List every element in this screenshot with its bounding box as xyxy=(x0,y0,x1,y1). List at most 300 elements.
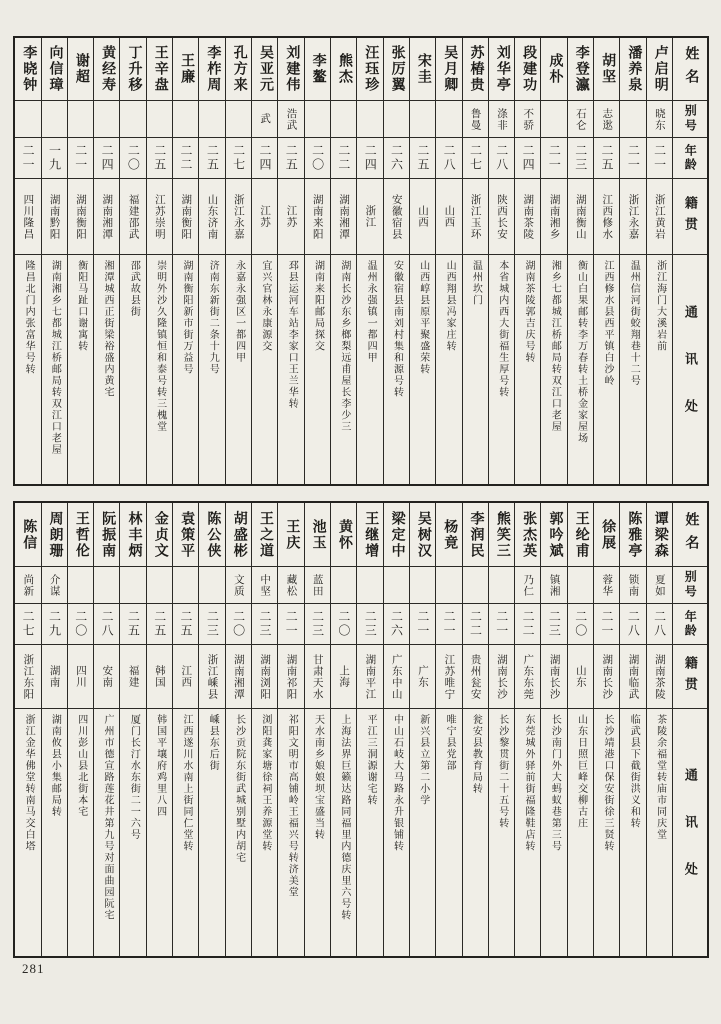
person-age: 二四 xyxy=(363,144,378,172)
person-name: 王继增 xyxy=(363,510,379,559)
person-name: 梁定中 xyxy=(389,510,405,559)
header-alias-cell xyxy=(673,100,707,137)
directory-table-upper xyxy=(13,36,709,486)
upper-table-columns xyxy=(15,38,707,484)
native-place-cell xyxy=(568,644,593,708)
header-age-label: 年龄 xyxy=(683,144,698,172)
person-age: 二〇 xyxy=(126,144,141,172)
native-place-cell xyxy=(541,644,566,708)
person-age: 二七 xyxy=(468,144,483,172)
address-cell xyxy=(15,708,40,956)
alias-cell xyxy=(436,566,461,603)
age-cell xyxy=(515,137,540,178)
person-age: 二二 xyxy=(179,144,194,172)
person-address: 湖南攸县小集邮局转 xyxy=(49,714,61,818)
alias-cell xyxy=(305,566,330,603)
person-age: 二〇 xyxy=(336,610,351,638)
address-cell xyxy=(68,708,93,956)
directory-entry-column xyxy=(15,503,40,956)
age-cell xyxy=(173,137,198,178)
person-age: 二三 xyxy=(257,610,272,638)
person-age: 二五 xyxy=(205,144,220,172)
age-cell xyxy=(94,603,119,644)
directory-entry-column xyxy=(93,38,119,484)
name-cell xyxy=(331,38,356,100)
age-cell xyxy=(515,603,540,644)
header-name-cell xyxy=(673,503,707,566)
person-address: 湖南衡阳新市街万益号 xyxy=(180,260,192,375)
header-alias-label: 别号 xyxy=(683,104,698,134)
person-age: 二五 xyxy=(152,610,167,638)
age-cell xyxy=(436,603,461,644)
native-place-cell xyxy=(15,178,40,254)
address-cell xyxy=(647,254,672,484)
name-cell xyxy=(226,503,251,566)
alias-cell xyxy=(410,566,435,603)
native-place-cell xyxy=(541,178,566,254)
name-cell xyxy=(410,503,435,566)
name-cell xyxy=(68,503,93,566)
directory-entry-column xyxy=(146,503,172,956)
native-place-cell xyxy=(120,178,145,254)
native-place-cell xyxy=(305,178,330,254)
alias-cell xyxy=(305,100,330,137)
directory-entry-column xyxy=(409,38,435,484)
alias-cell xyxy=(252,100,277,137)
age-cell xyxy=(147,603,172,644)
age-cell xyxy=(252,603,277,644)
person-address: 新兴县立第二小学 xyxy=(417,714,429,806)
address-cell xyxy=(620,708,645,956)
person-name: 吴亚元 xyxy=(258,45,273,93)
person-age: 二五 xyxy=(126,610,141,638)
age-cell xyxy=(594,137,619,178)
row-header-column xyxy=(672,38,707,484)
name-cell xyxy=(463,503,488,566)
address-cell xyxy=(252,708,277,956)
age-cell xyxy=(305,603,330,644)
header-native-cell xyxy=(673,178,707,254)
person-name: 郭吟斌 xyxy=(547,510,563,559)
directory-entry-column xyxy=(514,503,540,956)
address-cell xyxy=(436,254,461,484)
native-place-cell xyxy=(568,178,593,254)
name-cell xyxy=(278,503,303,566)
person-address: 温州坎门 xyxy=(470,260,482,306)
address-cell xyxy=(436,708,461,956)
address-cell xyxy=(226,254,251,484)
native-place-cell xyxy=(252,644,277,708)
age-cell xyxy=(68,137,93,178)
directory-entry-column xyxy=(172,503,198,956)
alias-cell xyxy=(226,566,251,603)
header-address-cell xyxy=(673,708,707,956)
alias-cell xyxy=(94,566,119,603)
name-cell xyxy=(305,38,330,100)
directory-entry-column xyxy=(435,503,461,956)
native-place-cell xyxy=(620,178,645,254)
person-name: 金贞文 xyxy=(152,510,168,559)
person-address: 中山石岐大马路永升银铺转 xyxy=(391,714,403,852)
person-age: 二九 xyxy=(47,610,62,638)
directory-entry-column xyxy=(172,38,198,484)
age-cell xyxy=(305,137,330,178)
native-place-cell xyxy=(173,644,198,708)
person-name: 徐展 xyxy=(600,518,616,551)
person-name: 池玉 xyxy=(310,518,326,551)
age-cell xyxy=(463,603,488,644)
header-alias-label: 别号 xyxy=(683,570,698,600)
alias-cell xyxy=(515,100,540,137)
alias-cell xyxy=(647,100,672,137)
address-cell xyxy=(147,708,172,956)
person-name: 张厉翼 xyxy=(389,45,405,93)
name-cell xyxy=(199,503,224,566)
age-cell xyxy=(541,137,566,178)
directory-entry-column xyxy=(225,503,251,956)
directory-entry-column xyxy=(356,38,382,484)
name-cell xyxy=(357,503,382,566)
native-place-cell xyxy=(463,644,488,708)
person-age: 二五 xyxy=(600,144,615,172)
person-native-place: 浙江玉环 xyxy=(469,193,481,240)
directory-entry-column xyxy=(383,503,409,956)
person-native-place: 浙江永嘉 xyxy=(627,193,639,240)
person-native-place: 浙江永嘉 xyxy=(232,193,244,240)
native-place-cell xyxy=(252,178,277,254)
name-cell xyxy=(515,38,540,100)
person-age: 二五 xyxy=(152,144,167,172)
age-cell xyxy=(463,137,488,178)
person-name: 杨竟 xyxy=(442,518,458,551)
directory-entry-column xyxy=(619,503,645,956)
directory-entry-column xyxy=(225,38,251,484)
person-age: 二一 xyxy=(73,144,88,172)
address-cell xyxy=(94,254,119,484)
person-native-place: 湖南湘潭 xyxy=(101,193,113,240)
person-address: 长沙南门外大蚂蚁巷第三号 xyxy=(549,714,561,852)
alias-cell xyxy=(436,100,461,137)
address-cell xyxy=(173,708,198,956)
native-place-cell xyxy=(463,178,488,254)
alias-cell xyxy=(568,566,593,603)
name-cell xyxy=(620,503,645,566)
name-cell xyxy=(541,503,566,566)
address-cell xyxy=(252,254,277,484)
person-name: 王纶甫 xyxy=(573,510,589,559)
person-address: 宜兴官林永康源交 xyxy=(259,260,271,352)
address-cell xyxy=(384,708,409,956)
person-name: 刘华亭 xyxy=(494,45,510,93)
alias-cell xyxy=(331,100,356,137)
person-native-place: 浙江 xyxy=(364,205,376,228)
person-name: 周朗珊 xyxy=(47,510,63,559)
alias-cell xyxy=(42,100,67,137)
person-alias: 浩武 xyxy=(285,107,297,131)
age-cell xyxy=(594,603,619,644)
native-place-cell xyxy=(384,644,409,708)
directory-entry-column xyxy=(67,503,93,956)
person-name: 吴树汉 xyxy=(415,510,431,559)
person-age: 二〇 xyxy=(231,610,246,638)
person-address: 衡阳马趾口谢寓转 xyxy=(75,260,87,352)
directory-entry-column xyxy=(93,503,119,956)
age-cell xyxy=(120,603,145,644)
address-cell xyxy=(410,708,435,956)
name-cell xyxy=(489,38,514,100)
header-native-label: 籍贯 xyxy=(682,195,698,238)
native-place-cell xyxy=(357,644,382,708)
age-cell xyxy=(226,137,251,178)
native-place-cell xyxy=(489,178,514,254)
directory-entry-column xyxy=(15,38,40,484)
alias-cell xyxy=(68,566,93,603)
person-address: 平江三洞源谢宅转 xyxy=(365,714,377,806)
name-cell xyxy=(42,503,67,566)
directory-entry-column xyxy=(304,38,330,484)
address-cell xyxy=(541,708,566,956)
person-address: 永嘉永强区一都四甲 xyxy=(233,260,245,364)
person-native-place: 湖南茶陵 xyxy=(522,193,534,240)
person-native-place: 江苏崇明 xyxy=(153,193,165,240)
age-cell xyxy=(15,603,40,644)
person-address: 山西崞县原平聚盛荣转 xyxy=(417,260,429,375)
person-address: 山西翔县冯家庄转 xyxy=(444,260,456,352)
person-alias: 石仑 xyxy=(574,107,586,131)
address-cell xyxy=(594,708,619,956)
age-cell xyxy=(226,603,251,644)
person-name: 成朴 xyxy=(547,53,563,85)
person-age: 二二 xyxy=(521,610,536,638)
directory-entry-column xyxy=(619,38,645,484)
person-name: 李晓钟 xyxy=(21,45,37,93)
person-age: 二〇 xyxy=(573,610,588,638)
person-address: 浙江金华佛堂转南马交白塔 xyxy=(23,714,35,852)
address-cell xyxy=(226,708,251,956)
header-name-label: 姓名 xyxy=(683,46,699,92)
directory-entry-column xyxy=(567,503,593,956)
person-age: 二五 xyxy=(415,144,430,172)
name-cell xyxy=(199,38,224,100)
directory-entry-column xyxy=(119,503,145,956)
header-name-label: 姓名 xyxy=(683,511,699,558)
person-age: 二二 xyxy=(336,144,351,172)
name-cell xyxy=(94,503,119,566)
person-name: 苏椿贵 xyxy=(468,45,484,93)
age-cell xyxy=(15,137,40,178)
person-address: 衡山白果邮转李万春转土桥金家屋场 xyxy=(575,260,587,444)
name-cell xyxy=(620,38,645,100)
alias-cell xyxy=(620,566,645,603)
address-cell xyxy=(42,254,67,484)
person-name: 卢启明 xyxy=(652,45,668,93)
native-place-cell xyxy=(410,178,435,254)
header-age-cell xyxy=(673,603,707,644)
directory-entry-column xyxy=(198,503,224,956)
address-cell xyxy=(68,254,93,484)
directory-entry-column xyxy=(593,503,619,956)
directory-entry-column xyxy=(462,38,488,484)
age-cell xyxy=(620,137,645,178)
alias-cell xyxy=(199,100,224,137)
native-place-cell xyxy=(278,644,303,708)
person-native-place: 湖南衡山 xyxy=(574,193,586,240)
person-age: 二一 xyxy=(626,144,641,172)
name-cell xyxy=(42,38,67,100)
person-native-place: 广东东莞 xyxy=(522,653,534,700)
directory-entry-column xyxy=(330,38,356,484)
person-address: 湖南湘乡七都城江桥邮局转双江口老屋 xyxy=(49,260,61,456)
person-name: 丁升移 xyxy=(126,45,142,93)
person-native-place: 江苏唯宁 xyxy=(443,653,455,700)
name-cell xyxy=(489,503,514,566)
address-cell xyxy=(647,708,672,956)
person-native-place: 湖南 xyxy=(48,665,60,688)
person-address: 湖南来阳邮局探交 xyxy=(312,260,324,352)
person-native-place: 安徽宿县 xyxy=(390,193,402,240)
name-cell xyxy=(463,38,488,100)
age-cell xyxy=(568,603,593,644)
name-cell xyxy=(331,503,356,566)
name-cell xyxy=(15,503,40,566)
alias-cell xyxy=(147,566,172,603)
person-age: 二五 xyxy=(284,144,299,172)
age-cell xyxy=(436,137,461,178)
age-cell xyxy=(568,137,593,178)
person-address: 厦门长汀水东街二一六号 xyxy=(128,714,140,841)
person-name: 向信璋 xyxy=(47,45,63,93)
person-name: 刘建伟 xyxy=(284,45,300,93)
row-header-column xyxy=(672,503,707,956)
person-name: 阮振南 xyxy=(100,510,116,559)
person-alias: 藏松 xyxy=(285,573,297,597)
person-native-place: 陕西长安 xyxy=(495,193,507,240)
native-place-cell xyxy=(226,644,251,708)
person-native-place: 上海 xyxy=(338,665,350,688)
person-address: 湘潭城西正街梁裕盛内黄宅 xyxy=(102,260,114,398)
person-native-place: 浙江东阳 xyxy=(22,653,34,700)
person-native-place: 江苏 xyxy=(285,205,297,228)
name-cell xyxy=(147,503,172,566)
alias-cell xyxy=(120,100,145,137)
native-place-cell xyxy=(410,644,435,708)
person-native-place: 江西修水 xyxy=(601,193,613,240)
name-cell xyxy=(252,503,277,566)
alias-cell xyxy=(252,566,277,603)
person-native-place: 浙江嵊县 xyxy=(206,653,218,700)
name-cell xyxy=(278,38,303,100)
address-cell xyxy=(120,708,145,956)
page-number: 281 xyxy=(22,961,45,976)
alias-cell xyxy=(384,566,409,603)
name-cell xyxy=(357,38,382,100)
age-cell xyxy=(410,137,435,178)
person-name: 陈雅亭 xyxy=(626,510,642,559)
directory-entry-column xyxy=(251,503,277,956)
header-address-label: 通讯处 xyxy=(682,768,698,909)
person-alias: 锁南 xyxy=(627,573,639,597)
person-age: 二七 xyxy=(231,144,246,172)
person-address: 上海法界巨籁达路同福里内德庆里六号转 xyxy=(338,714,350,921)
name-cell xyxy=(594,503,619,566)
person-age: 二一 xyxy=(21,144,36,172)
address-cell xyxy=(515,254,540,484)
person-address: 嵊县东后街 xyxy=(207,714,219,772)
native-place-cell xyxy=(173,178,198,254)
person-age: 二八 xyxy=(442,144,457,172)
person-alias: 晓东 xyxy=(653,107,665,131)
native-place-cell xyxy=(305,644,330,708)
person-name: 黄经寿 xyxy=(100,45,116,93)
name-cell xyxy=(120,503,145,566)
directory-entry-column xyxy=(462,503,488,956)
person-age: 二四 xyxy=(257,144,272,172)
person-address: 本省城内西大街福生厚号转 xyxy=(496,260,508,398)
person-name: 熊笑三 xyxy=(494,510,510,559)
age-cell xyxy=(647,603,672,644)
header-alias-cell xyxy=(673,566,707,603)
alias-cell xyxy=(541,100,566,137)
directory-entry-column xyxy=(356,503,382,956)
alias-cell xyxy=(568,100,593,137)
person-address: 温州信河街蛟翔巷十二号 xyxy=(628,260,640,387)
directory-entry-column xyxy=(567,38,593,484)
native-place-cell xyxy=(226,178,251,254)
person-address: 济南东新街二条十九号 xyxy=(207,260,219,375)
address-cell xyxy=(15,254,40,484)
alias-cell xyxy=(68,100,93,137)
person-alias: 夏如 xyxy=(653,573,665,597)
person-name: 熊杰 xyxy=(336,53,352,85)
alias-cell xyxy=(647,566,672,603)
person-address: 临武县下截街洪义和转 xyxy=(628,714,640,829)
person-alias: 介谋 xyxy=(48,573,60,597)
person-age: 二一 xyxy=(652,144,667,172)
person-native-place: 福建邵武 xyxy=(127,193,139,240)
person-age: 二二 xyxy=(468,610,483,638)
address-cell xyxy=(120,254,145,484)
person-alias: 蓉华 xyxy=(601,573,613,597)
native-place-cell xyxy=(594,178,619,254)
address-cell xyxy=(331,254,356,484)
person-native-place: 山东济南 xyxy=(206,193,218,240)
person-address: 广州市德宣路莲花井第九号对面曲园阮宅 xyxy=(102,714,114,921)
name-cell xyxy=(120,38,145,100)
alias-cell xyxy=(489,566,514,603)
person-native-place: 湖南湘潭 xyxy=(338,193,350,240)
name-cell xyxy=(305,503,330,566)
header-native-label: 籍贯 xyxy=(682,655,698,698)
person-alias: 志逖 xyxy=(601,107,613,131)
person-address: 隆昌北门内张富华号转 xyxy=(23,260,35,375)
address-cell xyxy=(357,254,382,484)
alias-cell xyxy=(15,100,40,137)
name-cell xyxy=(94,38,119,100)
person-native-place: 安南 xyxy=(101,665,113,688)
age-cell xyxy=(120,137,145,178)
alias-cell xyxy=(331,566,356,603)
person-native-place: 贵州瓮安 xyxy=(469,653,481,700)
native-place-cell xyxy=(620,644,645,708)
person-address: 长沙黎贯街二十五号转 xyxy=(496,714,508,829)
native-place-cell xyxy=(42,644,67,708)
address-cell xyxy=(384,254,409,484)
address-cell xyxy=(568,254,593,484)
address-cell xyxy=(278,254,303,484)
person-name: 张杰英 xyxy=(521,510,537,559)
person-name: 潘养泉 xyxy=(626,45,642,93)
person-alias: 武 xyxy=(259,113,271,125)
